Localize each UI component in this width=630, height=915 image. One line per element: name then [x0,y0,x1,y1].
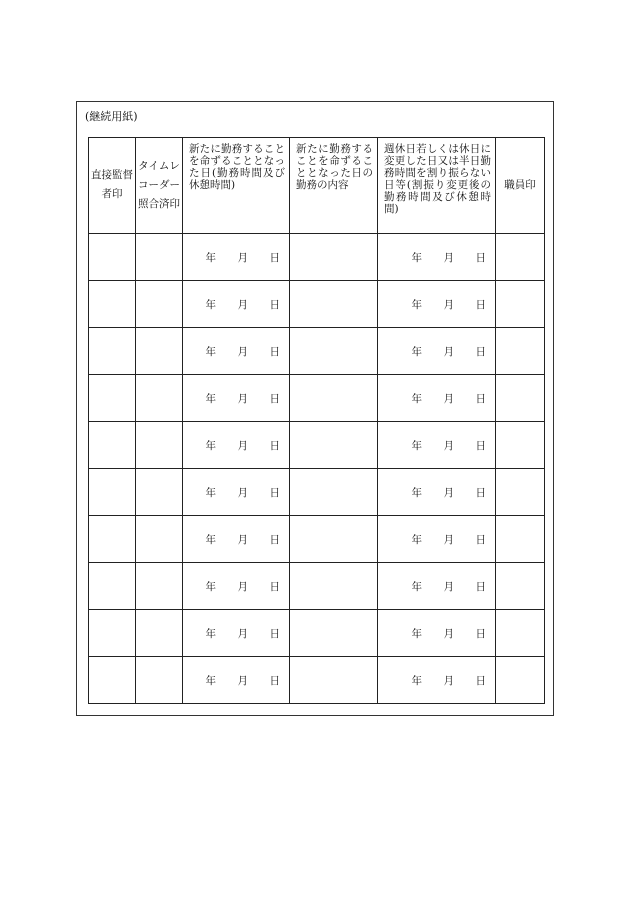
month-label: 月 [237,674,248,687]
duty-content-cell[interactable] [290,516,378,563]
new-duty-date-cell[interactable] [183,610,290,657]
day-label: 日 [269,533,280,546]
staff-seal-cell[interactable] [496,657,545,704]
timerecorder-seal-cell[interactable] [136,563,183,610]
header-duty-content: 新たに勤務することを命ずることとなった日の勤務の内容 [290,138,378,234]
month-label: 月 [237,533,248,546]
timerecorder-seal-cell[interactable] [136,375,183,422]
month-label: 月 [237,345,248,358]
day-label: 日 [475,251,486,264]
day-label: 日 [269,674,280,687]
year-label: 年 [411,533,422,546]
changed-day-date-cell[interactable] [378,328,496,375]
duty-content-cell[interactable] [290,422,378,469]
staff-seal-cell[interactable] [496,563,545,610]
record-table [88,137,545,704]
supervisor-seal-cell[interactable] [89,563,136,610]
month-label: 月 [237,392,248,405]
day-label: 日 [475,674,486,687]
year-label: 年 [205,674,216,687]
month-label: 月 [443,439,454,452]
duty-content-cell[interactable] [290,469,378,516]
new-duty-date-cell[interactable] [183,375,290,422]
year-label: 年 [205,627,216,640]
header-new-duty-date: 新たに勤務することを命ずることとなった日(勤務時間及び休憩時間) [183,138,290,234]
staff-seal-cell[interactable] [496,610,545,657]
new-duty-date-cell[interactable] [183,516,290,563]
form-title: (継続用紙) [85,110,138,123]
duty-content-cell[interactable] [290,281,378,328]
header-staff-seal: 職員印 [496,138,545,234]
year-label: 年 [205,345,216,358]
day-label: 日 [475,298,486,311]
day-label: 日 [475,627,486,640]
supervisor-seal-cell[interactable] [89,610,136,657]
duty-content-cell[interactable] [290,563,378,610]
changed-day-date-cell[interactable] [378,469,496,516]
day-label: 日 [475,439,486,452]
timerecorder-seal-cell[interactable] [136,234,183,281]
table-row [89,657,545,704]
day-label: 日 [475,533,486,546]
duty-content-cell[interactable] [290,610,378,657]
duty-content-cell[interactable] [290,234,378,281]
table-row [89,422,545,469]
year-label: 年 [411,674,422,687]
table-row [89,469,545,516]
month-label: 月 [443,627,454,640]
timerecorder-seal-cell[interactable] [136,610,183,657]
month-label: 月 [443,345,454,358]
supervisor-seal-cell[interactable] [89,281,136,328]
changed-day-date-cell[interactable] [378,563,496,610]
timerecorder-seal-cell[interactable] [136,328,183,375]
new-duty-date-cell[interactable] [183,234,290,281]
year-label: 年 [411,439,422,452]
day-label: 日 [269,486,280,499]
changed-day-date-cell[interactable] [378,281,496,328]
staff-seal-cell[interactable] [496,281,545,328]
table-row [89,328,545,375]
timerecorder-seal-cell[interactable] [136,469,183,516]
month-label: 月 [443,486,454,499]
year-label: 年 [205,580,216,593]
new-duty-date-cell[interactable] [183,281,290,328]
timerecorder-seal-cell[interactable] [136,422,183,469]
table-row [89,234,545,281]
duty-content-cell[interactable] [290,328,378,375]
supervisor-seal-cell[interactable] [89,657,136,704]
changed-day-date-cell[interactable] [378,516,496,563]
changed-day-date-cell[interactable] [378,422,496,469]
supervisor-seal-cell[interactable] [89,469,136,516]
changed-day-date-cell[interactable] [378,375,496,422]
header-supervisor-seal: 直接監督者印 [89,138,136,234]
year-label: 年 [411,486,422,499]
year-label: 年 [411,580,422,593]
staff-seal-cell[interactable] [496,234,545,281]
table-row [89,563,545,610]
month-label: 月 [237,251,248,264]
timerecorder-seal-cell[interactable] [136,657,183,704]
new-duty-date-cell[interactable] [183,469,290,516]
table-row [89,610,545,657]
header-row [89,138,545,234]
day-label: 日 [269,580,280,593]
supervisor-seal-cell[interactable] [89,328,136,375]
duty-content-cell[interactable] [290,375,378,422]
month-label: 月 [237,486,248,499]
month-label: 月 [443,674,454,687]
year-label: 年 [411,251,422,264]
table-row [89,281,545,328]
day-label: 日 [475,392,486,405]
month-label: 月 [443,392,454,405]
new-duty-date-cell[interactable] [183,422,290,469]
staff-seal-cell[interactable] [496,516,545,563]
day-label: 日 [269,627,280,640]
timerecorder-seal-cell[interactable] [136,281,183,328]
day-label: 日 [269,392,280,405]
supervisor-seal-cell[interactable] [89,422,136,469]
changed-day-date-cell[interactable] [378,234,496,281]
day-label: 日 [269,298,280,311]
year-label: 年 [205,533,216,546]
year-label: 年 [411,392,422,405]
day-label: 日 [269,439,280,452]
day-label: 日 [269,251,280,264]
day-label: 日 [475,580,486,593]
supervisor-seal-cell[interactable] [89,375,136,422]
day-label: 日 [475,345,486,358]
day-label: 日 [475,486,486,499]
header-changed-day: 週休日若しくは休日に変更した日又は半日勤務時間を割り振らない日等(割振り変更後の勤務時間及び休憩時間) [378,138,496,234]
form-frame [76,101,554,716]
new-duty-date-cell[interactable] [183,563,290,610]
year-label: 年 [205,439,216,452]
table-row [89,375,545,422]
record-rows [89,234,545,704]
month-label: 月 [443,580,454,593]
day-label: 日 [269,345,280,358]
staff-seal-cell[interactable] [496,375,545,422]
month-label: 月 [237,580,248,593]
new-duty-date-cell[interactable] [183,328,290,375]
month-label: 月 [237,298,248,311]
month-label: 月 [237,439,248,452]
staff-seal-cell[interactable] [496,328,545,375]
month-label: 月 [443,533,454,546]
year-label: 年 [411,298,422,311]
changed-day-date-cell[interactable] [378,610,496,657]
year-label: 年 [411,627,422,640]
table-row [89,516,545,563]
month-label: 月 [443,251,454,264]
staff-seal-cell[interactable] [496,469,545,516]
year-label: 年 [205,392,216,405]
duty-content-cell[interactable] [290,657,378,704]
staff-seal-cell[interactable] [496,422,545,469]
year-label: 年 [205,298,216,311]
month-label: 月 [237,627,248,640]
changed-day-date-cell[interactable] [378,657,496,704]
year-label: 年 [205,486,216,499]
month-label: 月 [443,298,454,311]
year-label: 年 [205,251,216,264]
header-timerecorder-check: タイムレコーダー照合済印 [136,138,183,234]
new-duty-date-cell[interactable] [183,657,290,704]
supervisor-seal-cell[interactable] [89,234,136,281]
supervisor-seal-cell[interactable] [89,516,136,563]
year-label: 年 [411,345,422,358]
timerecorder-seal-cell[interactable] [136,516,183,563]
